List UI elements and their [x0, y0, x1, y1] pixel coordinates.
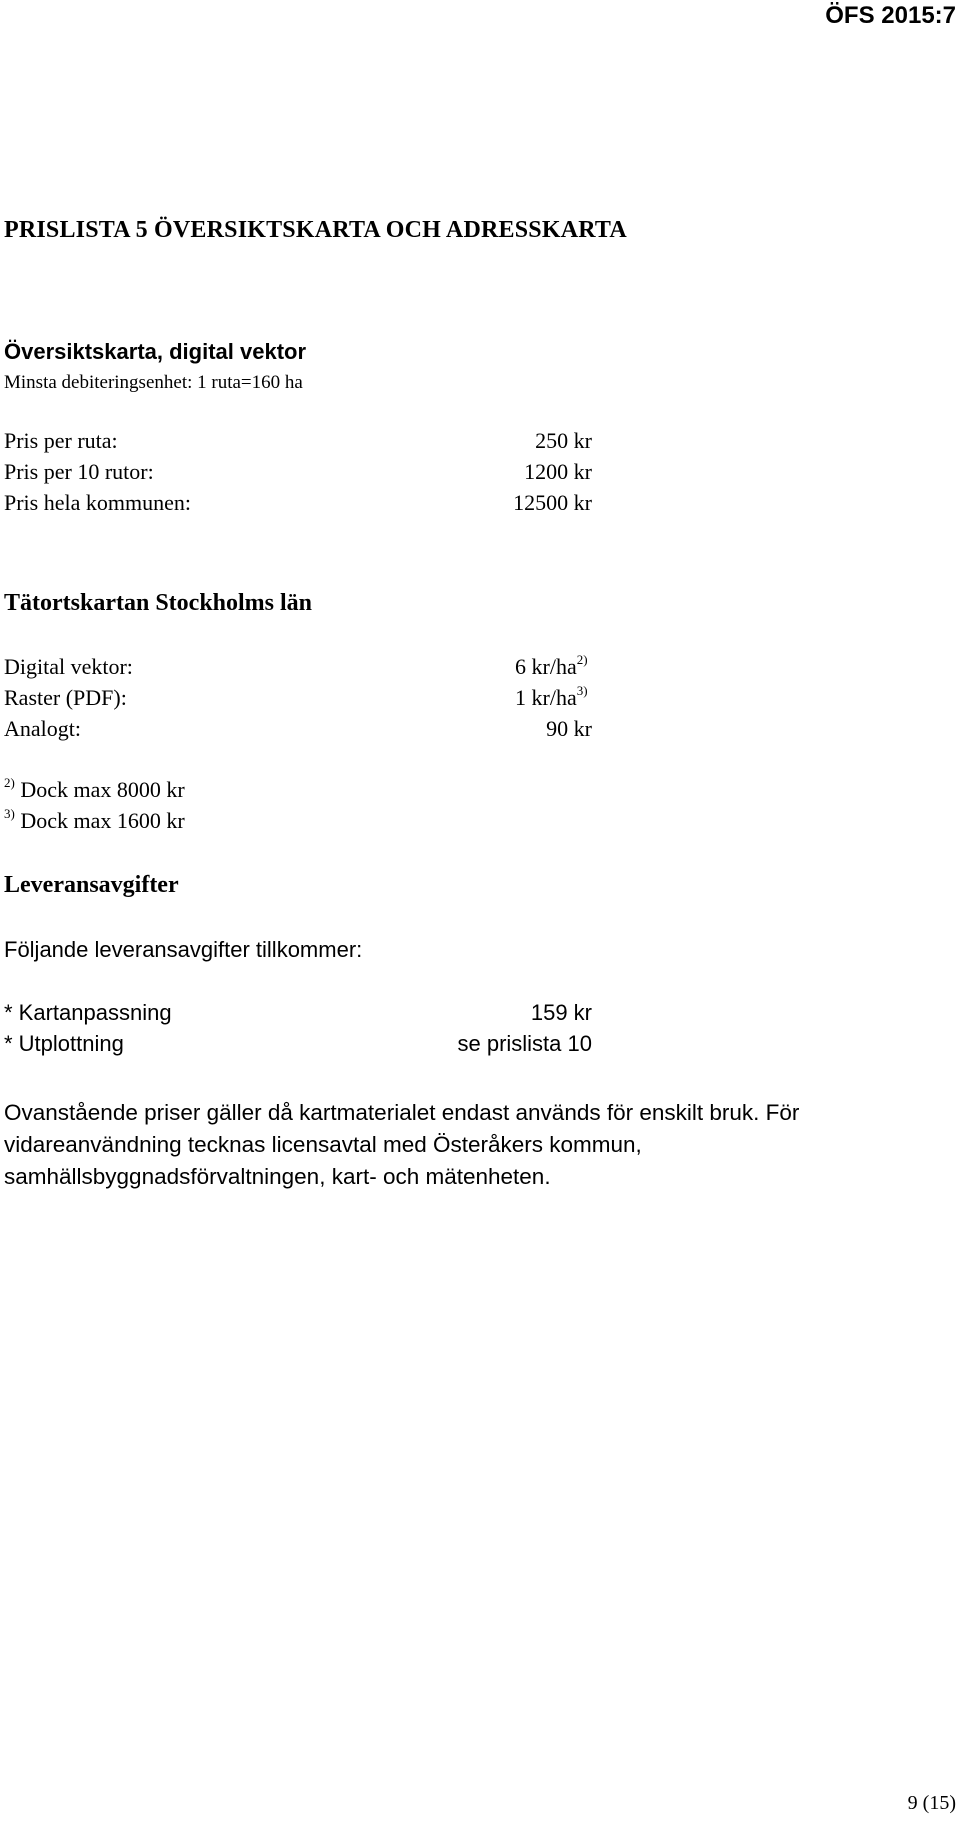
price-value: 250 kr — [535, 428, 592, 453]
page-number: 9 (15) — [907, 1792, 956, 1814]
section-heading-oversiktskarta: Översiktskarta, digital vektor — [4, 339, 307, 364]
section-heading-leverans: Leveransavgifter — [4, 872, 179, 898]
price-value: 90 kr — [546, 716, 592, 741]
leverans-intro: Följande leveransavgifter tillkommer: — [4, 937, 363, 962]
price-label: Pris per 10 rutor: — [4, 459, 154, 484]
footnote-mark: 3) — [576, 683, 588, 698]
price-value: 12500 kr — [513, 490, 592, 515]
price-value: 6 $kr/ha^{2)}$ — [515, 652, 588, 679]
document-reference: ÖFS 2015:7 — [825, 2, 956, 29]
page-title: PRISLISTA 5 ÖVERSIKTSKARTA OCH ADRESSKARTA — [4, 217, 627, 243]
footnote-mark: 2) — [4, 775, 15, 790]
footnote-mark: 2) — [576, 652, 588, 667]
fee-value: 159 kr — [530, 1000, 592, 1025]
price-label: Pris hela kommunen: — [4, 490, 191, 515]
price-value: 1 $kr/ha^{3)}$ — [515, 683, 588, 710]
footnote-mark: 3) — [4, 806, 15, 821]
price-label: Pris per ruta: — [4, 428, 118, 453]
price-label: Raster (PDF): — [4, 685, 127, 710]
section-heading-tatortskartan: Tätortskartan Stockholms län — [4, 590, 313, 616]
usage-terms-paragraph: Ovanstående priser gäller då kartmaterialet endast används för enskilt bruk. För vidareanvändning tecknas licensavtal med Österåkers kommun, samhällsbyggnadsförvaltningen, kart- och mätenheten. — [4, 1100, 800, 1189]
billing-unit-note: Minsta debiteringsenhet: 1 ruta=160 ha — [4, 372, 303, 393]
price-value: 1200 kr — [524, 459, 592, 484]
fee-label: * Kartanpassning — [4, 1000, 172, 1025]
fee-label: * Utplottning — [4, 1031, 124, 1056]
price-label: Digital vektor: — [4, 654, 133, 679]
footnote: $^{2)}$ Dock max 8000 kr — [4, 775, 185, 802]
price-label: Analogt: — [4, 716, 81, 741]
footnote: $^{3)}$ Dock max 1600 kr — [4, 806, 185, 833]
fee-value: se prislista 10 — [457, 1031, 592, 1056]
